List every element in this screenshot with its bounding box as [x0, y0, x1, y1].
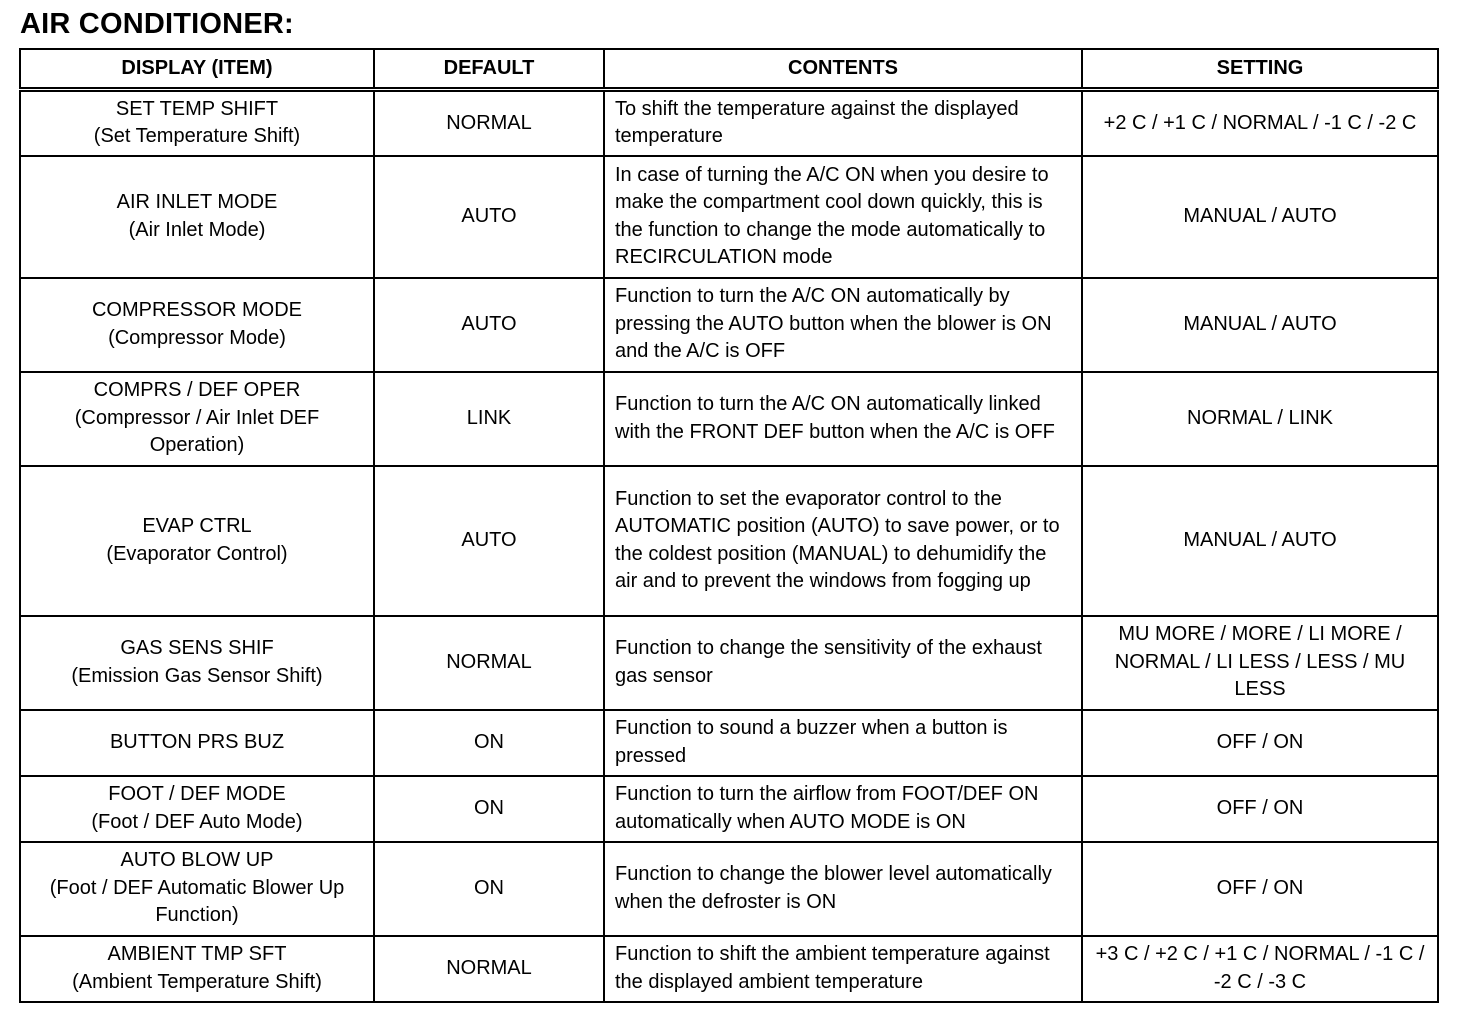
item-code: COMPRESSOR MODE: [91, 299, 303, 321]
header-row: [20, 49, 1438, 90]
default-cell: ON: [374, 776, 604, 842]
setting-cell: OFF / ON: [1082, 776, 1438, 842]
page-title: AIR CONDITIONER:: [20, 8, 294, 40]
header-setting: SETTING: [1082, 49, 1438, 90]
display-item-cell: [20, 776, 374, 842]
default-cell: LINK: [374, 372, 604, 466]
contents-cell: Function to turn the A/C ON automatically by pressing the AUTO button when the blower is ON and the A/C is OFF: [604, 278, 1082, 372]
item-description: (Foot / DEF Automatic Blower Up: [49, 876, 345, 899]
display-item-cell: [20, 278, 374, 372]
display-item-cell: [20, 842, 374, 936]
setting-cell: MANUAL / AUTO: [1082, 156, 1438, 278]
table-row: [20, 616, 1438, 710]
header-default: DEFAULT: [374, 49, 604, 90]
item-code: AIR INLET MODE: [116, 191, 278, 213]
item-code: SET TEMP SHIFT: [115, 97, 279, 120]
setting-cell: MANUAL / AUTO: [1082, 466, 1438, 616]
contents-cell: Function to set the evaporator control to the AUTOMATIC position (AUTO) to save power, or to the coldest position (MANUAL) to dehumidify the air and to prevent the windows from fogging up: [604, 466, 1082, 616]
item-description: (Evaporator Control): [106, 542, 288, 565]
contents-cell: To shift the temperature against the displayed temperature: [604, 90, 1082, 156]
display-item-cell: [20, 156, 374, 278]
item-code: BUTTON PRS BUZ: [109, 730, 285, 753]
display-item-cell: [20, 466, 374, 616]
item-description: (Set Temperature Shift): [93, 125, 301, 148]
table-row: [20, 278, 1438, 372]
item-description: Function): [155, 904, 239, 927]
item-description: (Compressor / Air Inlet DEF: [74, 406, 320, 429]
setting-cell: OFF / ON: [1082, 842, 1438, 936]
table-row: [20, 842, 1438, 936]
item-description: (Ambient Temperature Shift): [72, 970, 322, 993]
item-code: AMBIENT TMP SFT: [107, 943, 287, 965]
item-description: (Air Inlet Mode): [128, 218, 266, 241]
default-cell: NORMAL: [374, 936, 604, 1002]
item-code: AUTO BLOW UP: [120, 849, 274, 872]
default-cell: AUTO: [374, 278, 604, 372]
item-description: Operation): [149, 434, 245, 457]
item-description: (Foot / DEF Auto Mode): [91, 810, 303, 833]
item-description: (Compressor Mode): [108, 326, 286, 349]
item-description: (Emission Gas Sensor Shift): [71, 664, 323, 687]
setting-cell: OFF / ON: [1082, 710, 1438, 776]
setting-cell: MU MORE / MORE / LI MORE / NORMAL / LI LESS / LESS / MU LESS: [1082, 616, 1438, 710]
table-row: [20, 936, 1438, 1002]
setting-cell: NORMAL / LINK: [1082, 372, 1438, 466]
display-item-cell: [20, 616, 374, 710]
default-cell: ON: [374, 842, 604, 936]
default-cell: ON: [374, 710, 604, 776]
header-display-item: DISPLAY (ITEM): [20, 49, 374, 90]
setting-cell: +3 C / +2 C / +1 C / NORMAL / -1 C / -2 C / -3 C: [1082, 936, 1438, 1002]
default-cell: NORMAL: [374, 90, 604, 156]
setting-cell: MANUAL / AUTO: [1082, 278, 1438, 372]
air-conditioner-table: [19, 48, 1439, 1003]
table-row: [20, 776, 1438, 842]
item-code: COMPRS / DEF OPER: [93, 379, 301, 402]
table-row: [20, 710, 1438, 776]
item-code: GAS SENS SHIF: [120, 637, 274, 659]
default-cell: AUTO: [374, 156, 604, 278]
display-item-cell: [20, 936, 374, 1002]
setting-cell: +2 C / +1 C / NORMAL / -1 C / -2 C: [1082, 90, 1438, 156]
table-row: [20, 156, 1438, 278]
header-contents: CONTENTS: [604, 49, 1082, 90]
contents-cell: Function to sound a buzzer when a button is pressed: [604, 710, 1082, 776]
default-cell: NORMAL: [374, 616, 604, 710]
contents-cell: In case of turning the A/C ON when you desire to make the compartment cool down quickly, this is the function to change the mode automatically to RECIRCULATION mode: [604, 156, 1082, 278]
display-item-cell: [20, 90, 374, 156]
contents-cell: Function to change the blower level automatically when the defroster is ON: [604, 842, 1082, 936]
contents-cell: Function to turn the airflow from FOOT/DEF ON automatically when AUTO MODE is ON: [604, 776, 1082, 842]
display-item-cell: [20, 372, 374, 466]
table-row: [20, 372, 1438, 466]
item-code: FOOT / DEF MODE: [108, 783, 286, 805]
display-item-cell: [20, 710, 374, 776]
contents-cell: Function to shift the ambient temperature against the displayed ambient temperature: [604, 936, 1082, 1002]
contents-cell: Function to turn the A/C ON automatically linked with the FRONT DEF button when the A/C is OFF: [604, 372, 1082, 466]
item-code: EVAP CTRL: [142, 515, 252, 537]
default-cell: AUTO: [374, 466, 604, 616]
table-row: [20, 90, 1438, 156]
contents-cell: Function to change the sensitivity of the exhaust gas sensor: [604, 616, 1082, 710]
table-row: [20, 466, 1438, 616]
